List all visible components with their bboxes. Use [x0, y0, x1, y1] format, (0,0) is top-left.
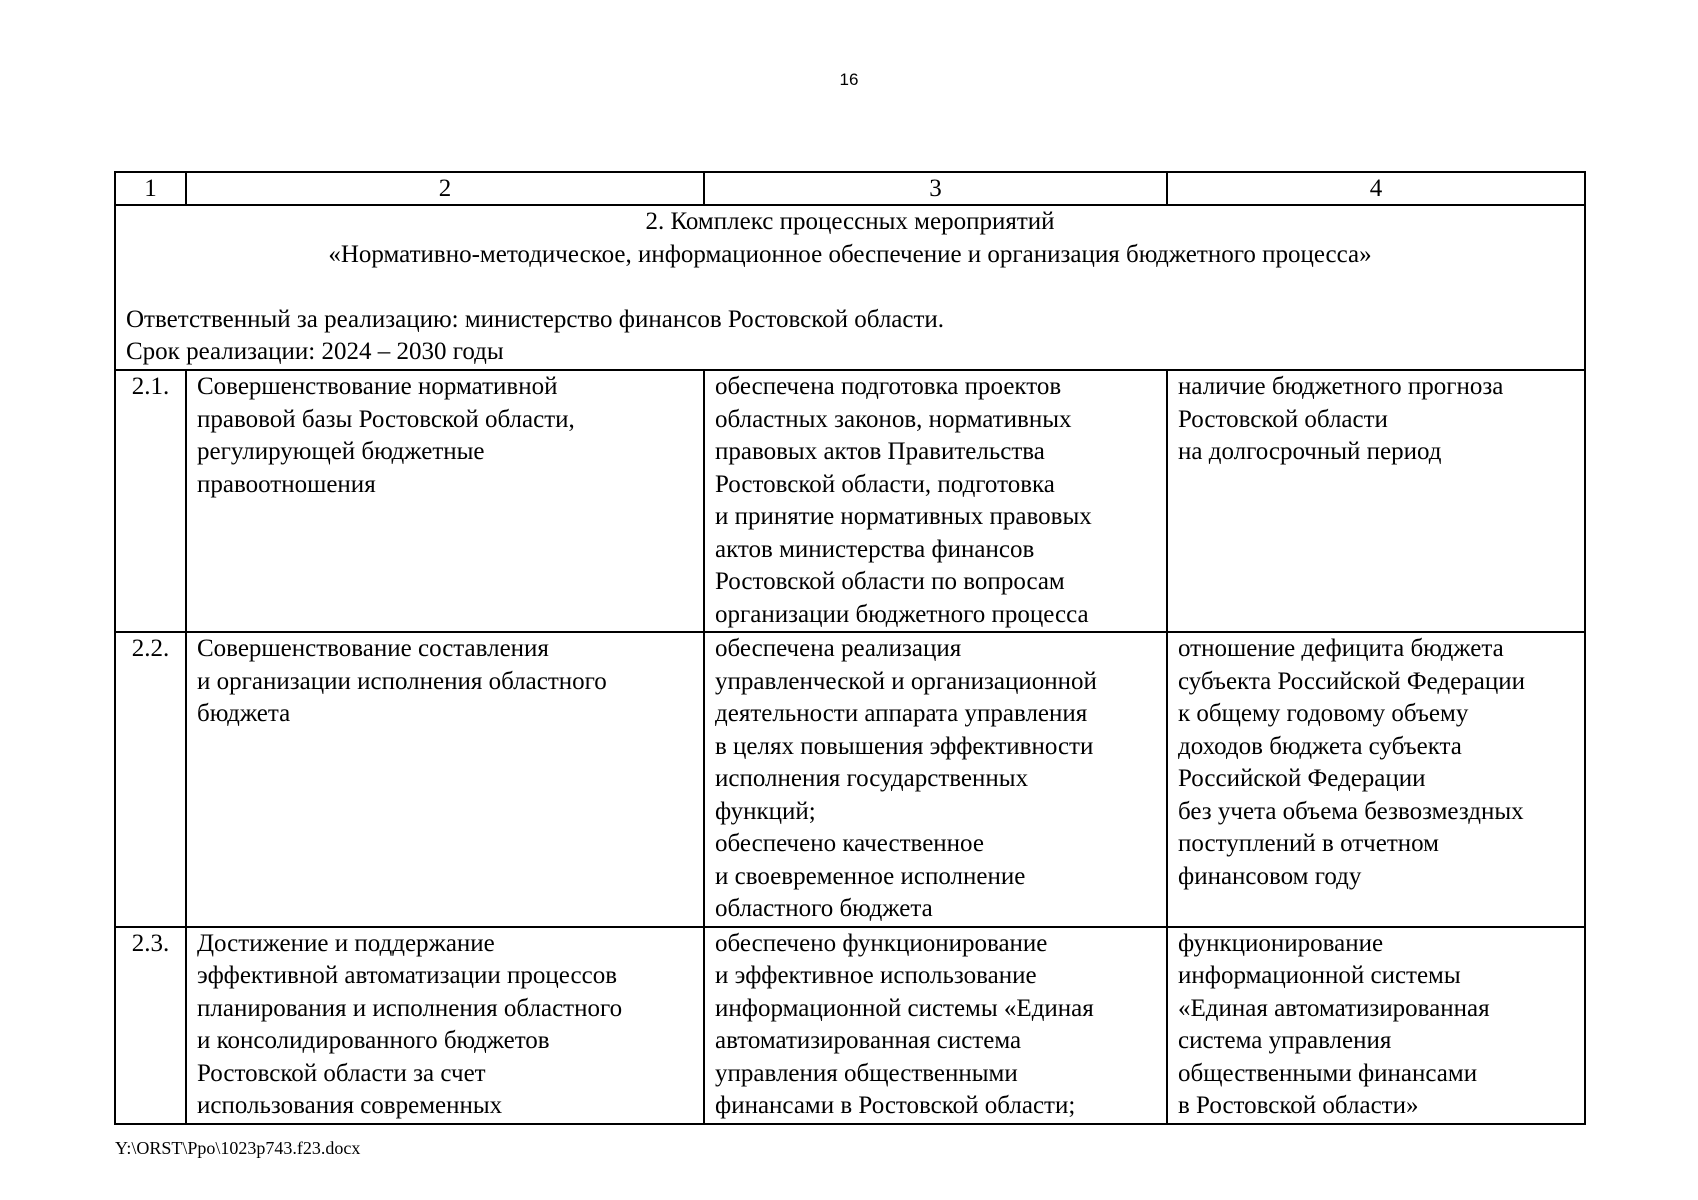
- task-cell: Совершенствование нормативной правовой базы Ростовской области, регулирующей бюджетные правоотношения: [186, 370, 704, 632]
- effect-cell: обеспечено функционирование и эффективное использование информационной системы «Единая автоматизированная система управления общественными финансами в Ростовской области;: [704, 927, 1167, 1124]
- task-cell: Достижение и поддержание эффективной автоматизации процессов планирования и исполнения областного и консолидированного бюджетов Ростовской области за счет использования современных: [186, 927, 704, 1124]
- task-cell: Совершенствование составления и организации исполнения областного бюджета: [186, 632, 704, 927]
- section-title-line-2: «Нормативно-методическое, информационное обеспечение и организация бюджетного процесса»: [328, 240, 1372, 268]
- effect-cell: обеспечена реализация управленческой и организационной деятельности аппарата управления в целях повышения эффективности исполнения государственных функций; обеспечено качественное и своевременное исполнение областного бюджета: [704, 632, 1167, 927]
- indicator-cell: отношение дефицита бюджета субъекта Российской Федерации к общему годовому объему доходов бюджета субъекта Российской Федерации без учета объема безвозмездных поступлений в отчетном финансовом году: [1167, 632, 1585, 927]
- section-title-line-1: 2. Комплекс процессных мероприятий: [645, 208, 1055, 235]
- column-number-row: [115, 172, 1585, 205]
- row-number: 2.2.: [115, 632, 186, 927]
- effect-cell: обеспечена подготовка проектов областных законов, нормативных правовых актов Правительства Ростовской области, подготовка и принятие нормативных правовых актов министерства финансов Ростовской области по вопросам организации бюджетного процесса: [704, 370, 1167, 632]
- section-period: Срок реализации: 2024 – 2030 годы: [126, 338, 504, 365]
- column-header-2: 2: [186, 172, 704, 205]
- section-header-cell: [115, 205, 1585, 370]
- measures-table: [114, 171, 1586, 1125]
- section-header-row: [115, 205, 1585, 370]
- table-row: [115, 632, 1585, 927]
- row-number: 2.1.: [115, 370, 186, 632]
- table-row: [115, 370, 1585, 632]
- document-file-path: Y:\ORST\Ppo\1023p743.f23.docx: [115, 1138, 361, 1158]
- indicator-cell: функционирование информационной системы «Единая автоматизированная система управления общественными финансами в Ростовской области»: [1167, 927, 1585, 1124]
- column-header-1: 1: [115, 172, 186, 205]
- page-number: 16: [839, 70, 859, 89]
- row-number: 2.3.: [115, 927, 186, 1124]
- section-spacer: [126, 271, 1574, 304]
- column-header-4: 4: [1167, 172, 1585, 205]
- section-responsible: Ответственный за реализацию: министерство финансов Ростовской области.: [126, 305, 945, 333]
- indicator-cell: наличие бюджетного прогноза Ростовской области на долгосрочный период: [1167, 370, 1585, 632]
- table-row: [115, 927, 1585, 1124]
- column-header-3: 3: [704, 172, 1167, 205]
